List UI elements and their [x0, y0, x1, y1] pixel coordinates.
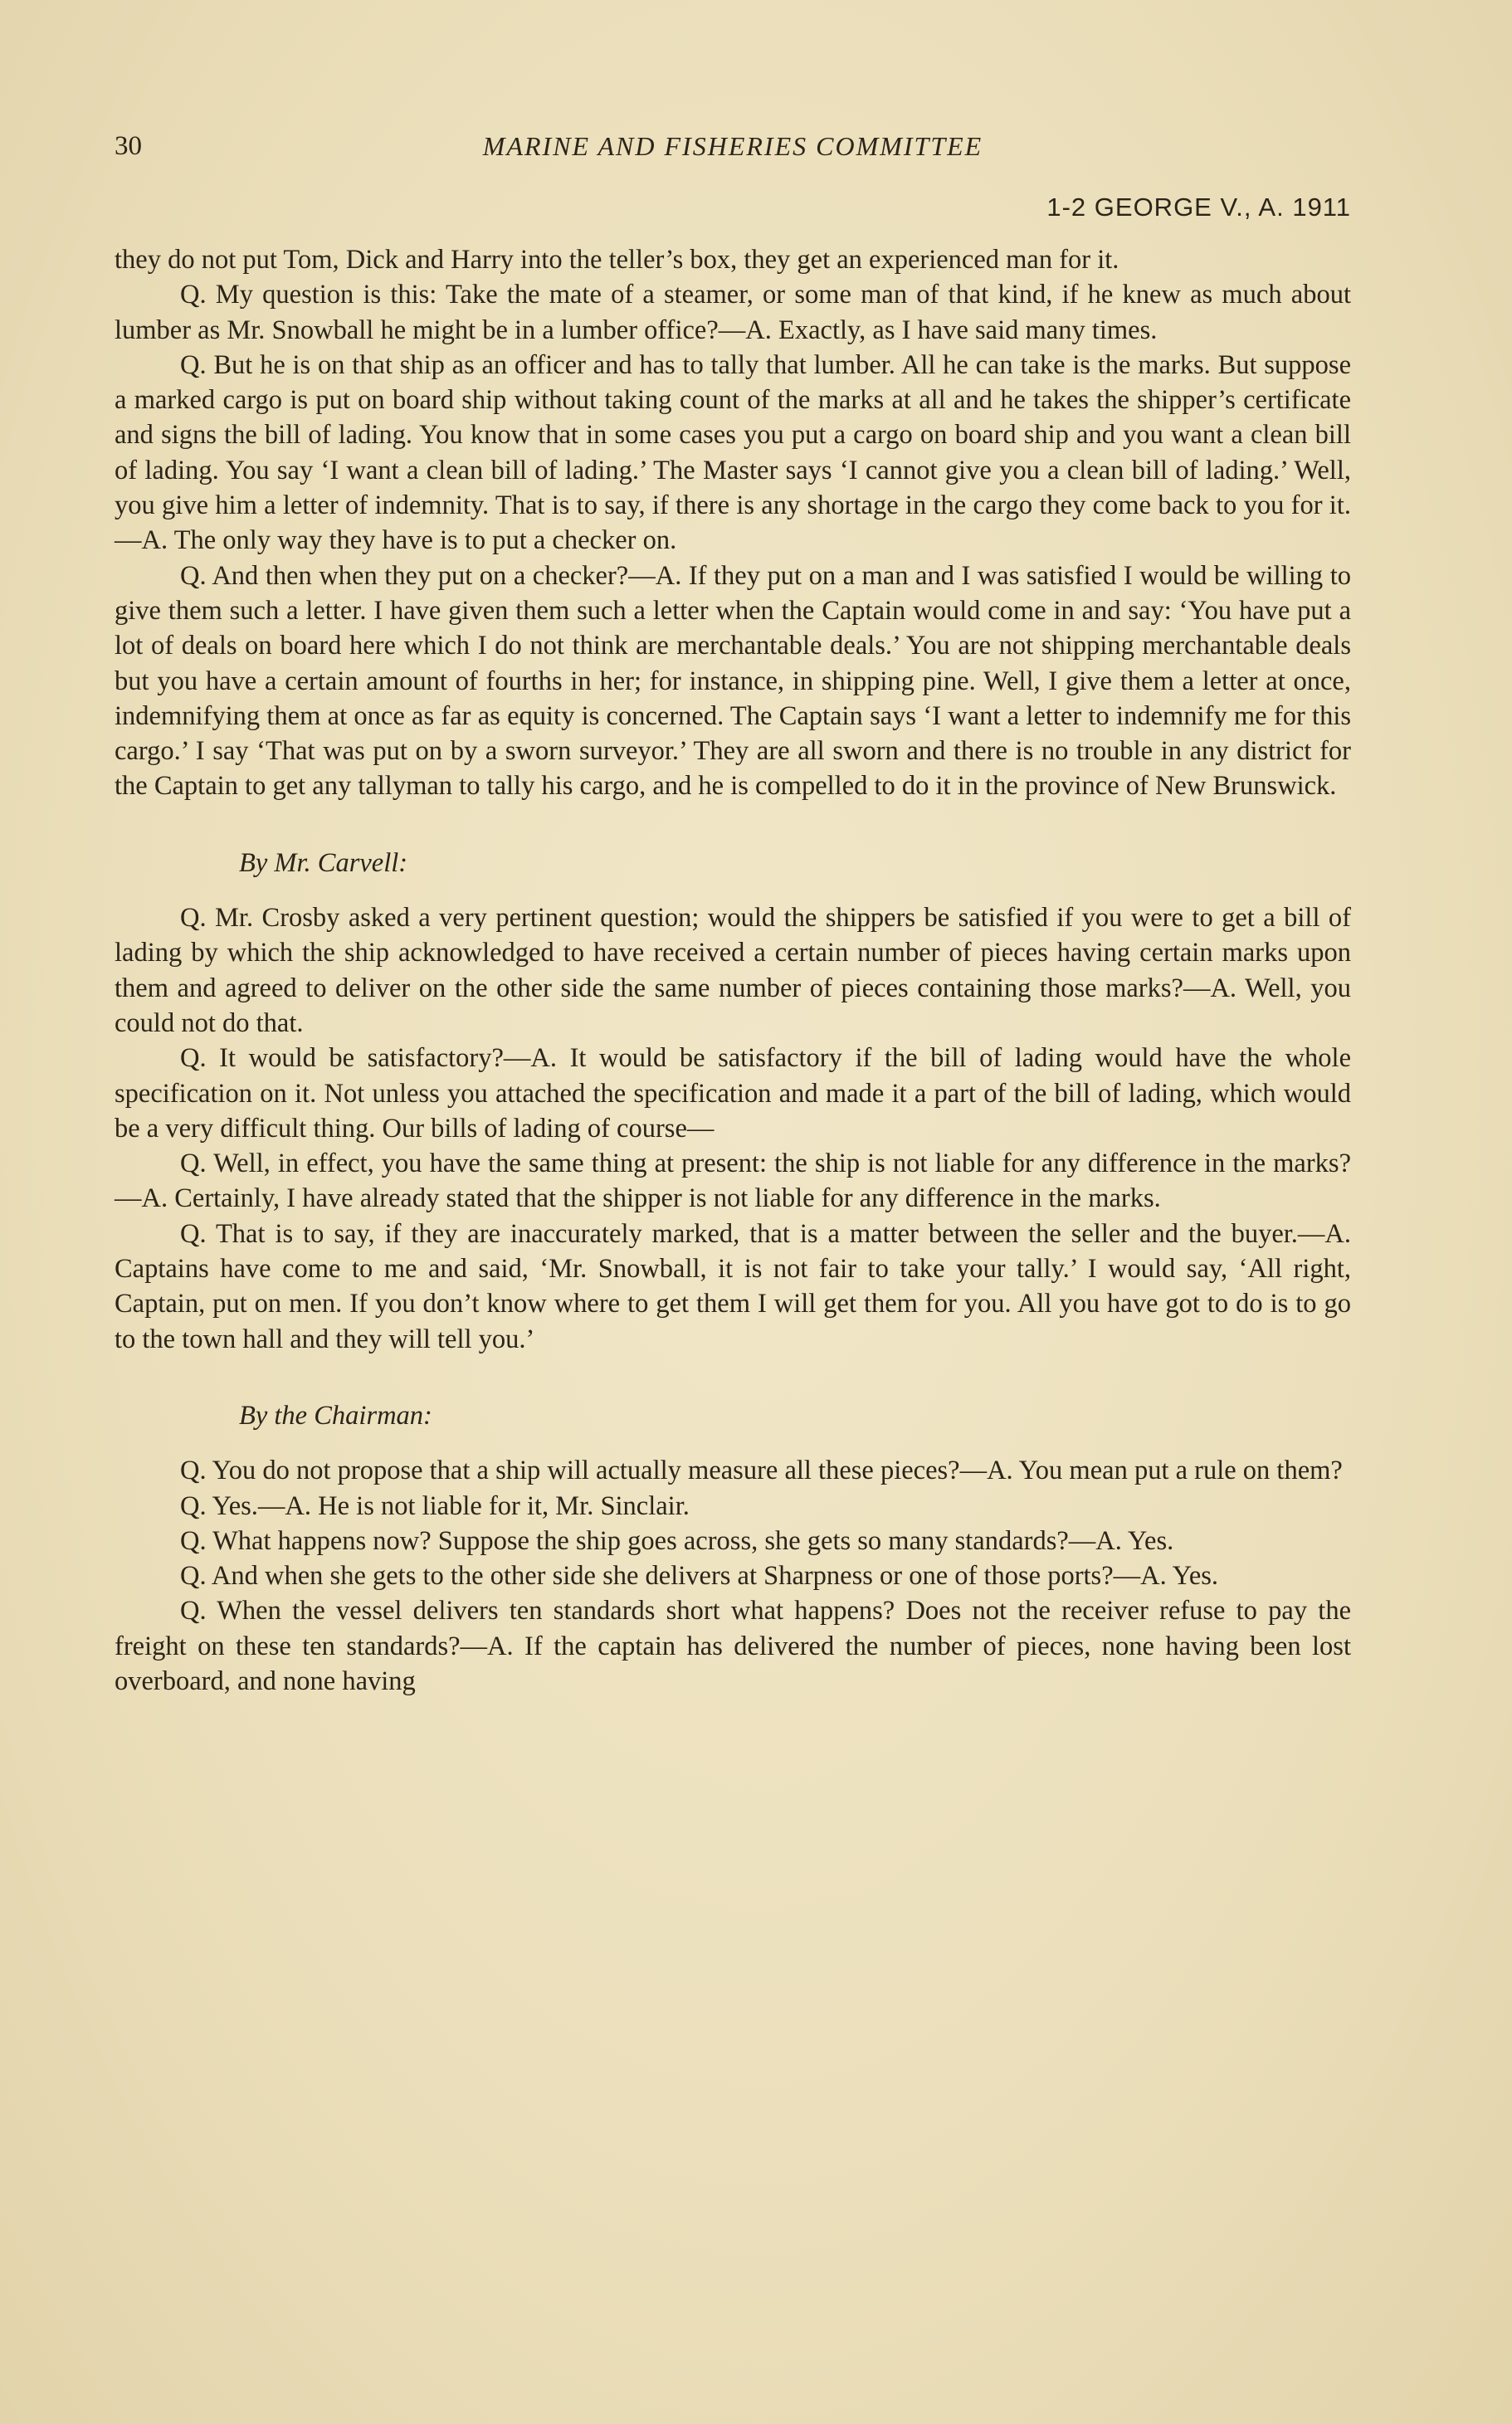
paragraph: Q. And when she gets to the other side she delivers at Sharpness or one of those ports?—A. Yes.: [180, 1561, 1219, 1592]
session-reference: 1-2 GEORGE V., A. 1911: [1046, 193, 1351, 222]
paragraph: Q. That is to say, if they are inaccurately marked, that is a matter between the seller and the buyer.—A. Captains have come to me and said, ‘Mr. Snowball, it is not fair to take your tally.’ I would say, ‘All right, Captain, put on men. If you don’t know where to get them I will get them for you. All you have got to do is to go to the town hall and they will tell you.’: [115, 1218, 1351, 1354]
speaker-heading: By the Chairman:: [239, 1400, 432, 1431]
page-header: [115, 131, 1351, 222]
paragraph: Q. Well, in effect, you have the same thing at present: the ship is not liable for any difference in the marks?—A. Certainly, I have already stated that the shipper is not liable for any difference in the marks.: [115, 1149, 1351, 1214]
paragraph: Q. And then when they put on a checker?—A. If they put on a man and I was satisfied I would be willing to give them such a letter. I have given them such a letter when the Captain would come in and say: ‘You have put a lot of deals on board here which I do not think are merchantable deals.’ You are not shipping merchantable deals but you have a certain amount of fourths in her; for instance, in shipping pine. Well, I give them a letter at once, indemnifying them at once as far as equity is concerned. The Captain says ‘I want a letter to indemnify me for this cargo.’ I say ‘That was put on by a sworn surveyor.’ They are all sworn and there is no trouble in any district for the Captain to get any tallyman to tally his cargo, and he is compelled to do it in the province of New Brunswick.: [115, 560, 1351, 802]
paragraph: they do not put Tom, Dick and Harry into the teller’s box, they get an experienced man for it.: [115, 245, 1119, 275]
page-number: 30: [115, 131, 142, 161]
body-text: [115, 242, 1351, 1699]
paragraph: Q. My question is this: Take the mate of a steamer, or some man of that kind, if he knew as much about lumber as Mr. Snowball he might be in a lumber office?—A. Exactly, as I have said many times.: [115, 280, 1351, 345]
paragraph: Q. But he is on that ship as an officer and has to tally that lumber. All he can take is the marks. But suppose a marked cargo is put on board ship without taking count of the marks at all and he takes the shipper’s certificate and signs the bill of lading. You know that in some cases you put a cargo on board ship and you want a clean bill of lading. You say ‘I want a clean bill of lading.’ The Master says ‘I cannot give you a clean bill of lading.’ Well, you give him a letter of indemnity. That is to say, if there is any shortage in the cargo they come back to you for it.—A. The only way they have is to put a checker on.: [115, 349, 1351, 556]
paragraph: Q. What happens now? Suppose the ship goes across, she gets so many standards?—A. Yes.: [180, 1525, 1174, 1556]
paragraph: Q. It would be satisfactory?—A. It would be satisfactory if the bill of lading would have the whole specification on it. Not unless you attached the specification and made it a part of the bill of lading, which would be a very difficult thing. Our bills of lading of course—: [115, 1043, 1351, 1144]
paragraph: Q. Yes.—A. He is not liable for it, Mr. Sinclair.: [180, 1490, 690, 1521]
paragraph: Q. You do not propose that a ship will actually measure all these pieces?—A. You mean put a rule on them?: [180, 1456, 1343, 1486]
paragraph: Q. When the vessel delivers ten standards short what happens? Does not the receiver refuse to pay the freight on these ten standards?—A. If the captain has delivered the number of pieces, none having been lost overboard, and none having: [115, 1596, 1351, 1696]
running-title: MARINE AND FISHERIES COMMITTEE: [482, 131, 983, 161]
paragraph: Q. Mr. Crosby asked a very pertinent question; would the shippers be satisfied if you were to get a bill of lading by which the ship acknowledged to have received a certain number of pieces having certain marks upon them and agreed to deliver on the other side the same number of pieces containing those marks?—A. Well, you could not do that.: [115, 903, 1351, 1038]
speaker-heading: By Mr. Carvell:: [239, 847, 408, 878]
